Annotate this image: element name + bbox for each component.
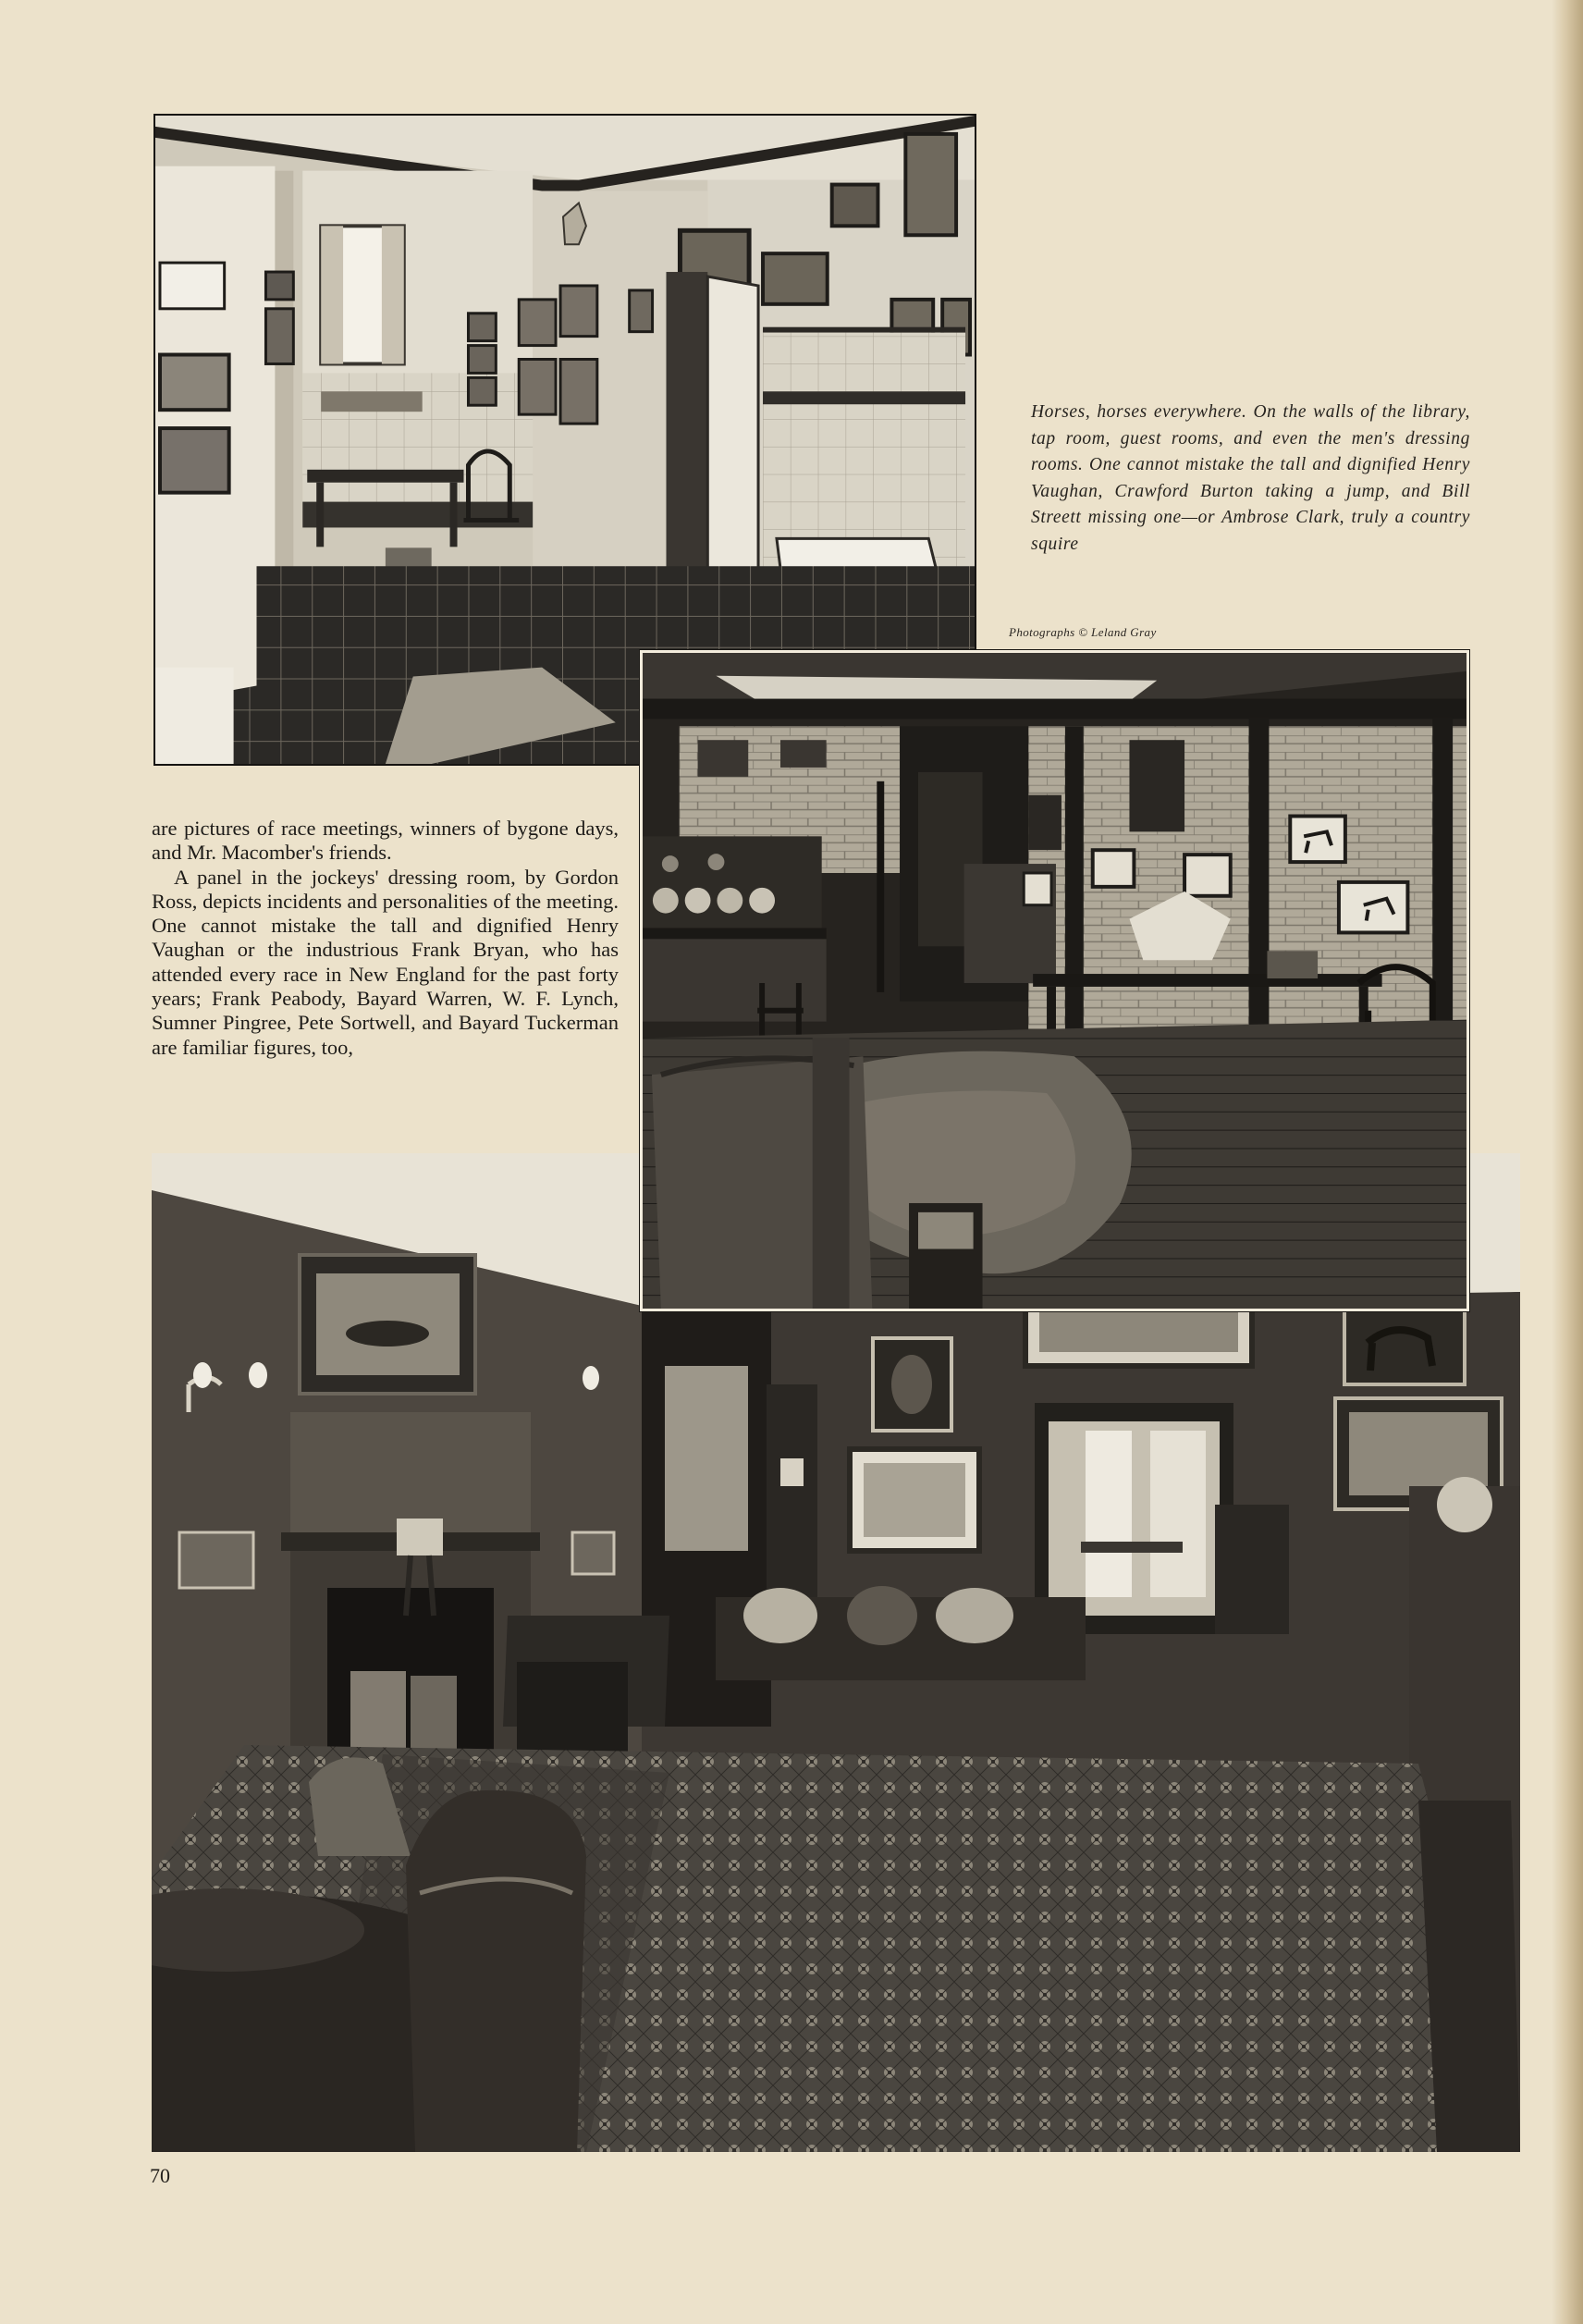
page-number: 70 [150,2164,170,2187]
page-edge-shadow [1552,0,1583,2324]
photo-tap-room [640,650,1469,1311]
photo-credit: Photographs © Leland Gray [1009,625,1157,639]
tap-room-illustration [643,653,1466,1309]
caption-text: Horses, horses everywhere. On the walls of the library, tap room, guest rooms, and even the men's dressing rooms. One cannot mistake the tall and dignified Henry Vaughan, Crawford Burton taking a jump, and Bill Streett missing one—or Ambrose Clark, truly a country squire [1031,402,1470,554]
article-text-column [152,817,619,1060]
article-paragraph: A panel in the jockeys' dressing room, by Gordon Ross, depicts incidents and personalities of the meeting. One cannot mistake the tall and dignified Henry Vaughan or the industrious Frank Bryan, who has attended every race in New England for the past forty years; Frank Peabody, Bayard Warren, W. F. Lynch, Sumner Pingree, Pete Sortwell, and Bayard Tuckerman are familiar figures, too, [152,865,619,1059]
photo-caption [1031,400,1470,558]
article-paragraph: are pictures of race meetings, winners of bygone days, and Mr. Macomber's friends. [152,817,619,865]
